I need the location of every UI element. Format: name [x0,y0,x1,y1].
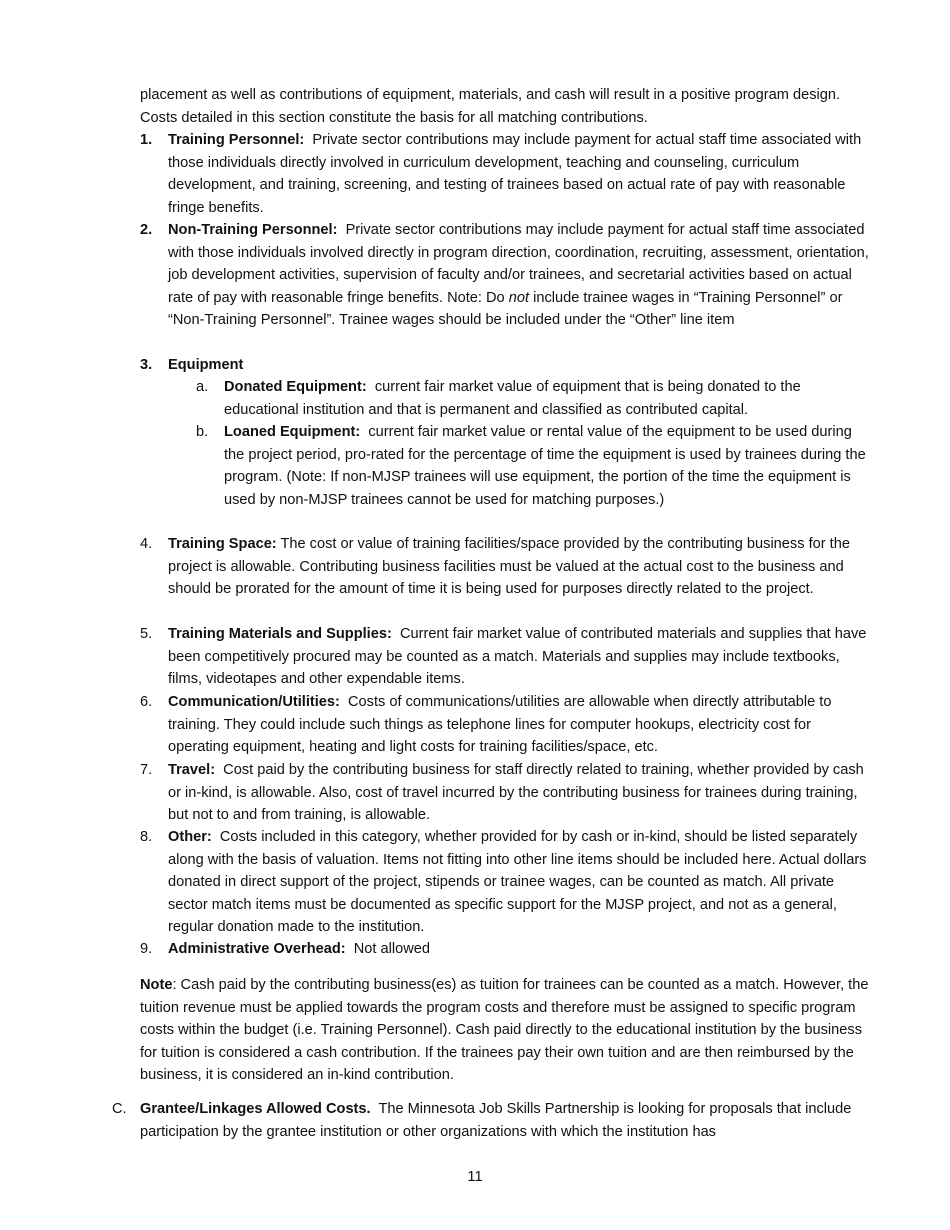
note-text: : Cash paid by the contributing business(es) as tuition for trainees can be counted as a match. However, the tuition revenue must be applied towards the program costs and therefore must be assigned to specific program costs within the budget (i.e. Training Personnel). Cash paid directly to the educational institution by the business for tuition is considered a cash contribution. If the trainees pay their own tuition and are then reimbursed by the business, it is considered an in-kind contribution. [140,977,869,1083]
list-item-training-personnel [140,129,870,219]
page-number: 11 [467,1169,483,1185]
note-label: Note [140,977,173,993]
item-text: Cost paid by the contributing business for staff directly related to training, whether provided by cash or in-kind, is allowable. Also, cost of travel incurred by the contributing business for trainees during training, but not to and from training, is allowable. [168,762,864,823]
subitem-letter: b. [196,424,209,440]
item-text: Not allowed [353,941,430,957]
item-number: 4. [140,536,153,552]
item-text: The cost or value of training facilities/space provided by the contributing business for the project is allowable. Contributing business facilities must be valued at the actual cost to the business and should be prorated for the amount of time it is being used for purposes directly related to the project. [168,536,850,597]
subitem-title: Loaned Equipment: [224,424,361,440]
item-number: 2. [140,222,153,238]
item-title: Communication/Utilities: [168,694,340,710]
section-text: The Minnesota Job Skills Partnership is looking for proposals that include participation by the grantee institution or other organizations with which the institution has [140,1101,852,1140]
item-number: 3. [140,357,153,373]
list-item-other [140,826,870,939]
item-text: Private sector contributions may include payment for actual staff time associated with those individuals involved directly in program direction, coordination, recruiting, assessment, orientation, job development activities, supervision of faculty and/or trainees, and secretarial activities based on actual rate of pay with reasonable fringe benefits. Note: Do [168,222,869,306]
list-item-non-training-personnel [140,219,870,332]
item-number: 5. [140,626,153,642]
item-title: Training Space: [168,536,277,552]
item-text: Private sector contributions may include payment for actual staff time associated with those individuals directly involved in curriculum development, teaching and counseling, curriculum development, and training, screening, and testing of trainees based on actual rate of pay with reasonable fringe benefits. [168,132,862,216]
item-text-continued: include trainee wages in “Training Personnel” or “Non-Training Personnel”. Trainee wages should be included under the “Other” line item [168,289,843,328]
section-letter: C. [112,1101,127,1117]
sublist-item-donated-equipment [196,376,870,421]
subitem-text: current fair market value or rental value of the equipment to be used during the project period, pro-rated for the percentage of time the equipment is used by trainees during the program. (Note: If non-MJSP trainees will use equipment, the portion of the time the equipment is used by non-MJSP trainees cannot be used for matching purposes.) [224,424,866,508]
item-number: 6. [140,694,153,710]
subitem-title: Donated Equipment: [224,379,367,395]
item-text-emphasis: not [508,289,530,306]
item-text: Costs included in this category, whether provided for by cash or in-kind, should be listed separately along with the basis of valuation. Items not fitting into other line items should be included here. Actual dollars donated in direct support of the project, stipends or trainee wages, can be counted as match. All private sector match items must be documented as specific support for the MJSP project, and not as a general, regular donation made to the institution. [168,829,867,935]
subitem-letter: a. [196,379,209,395]
note-paragraph [140,974,870,1087]
subitem-text: current fair market value of equipment that is being donated to the educational institution and that is permanent and classified as contributed capital. [224,379,801,418]
item-title: Equipment [168,357,244,373]
item-number: 1. [140,132,153,148]
list-item-travel [140,759,870,827]
item-title: Non-Training Personnel: [168,222,338,238]
item-number: 7. [140,762,153,778]
item-text: Current fair market value of contributed materials and supplies that have been competitively procured may be counted as a match. Materials and supplies may include textbooks, films, videotapes and other expendable items. [168,626,867,687]
intro-paragraph: placement as well as contributions of equipment, materials, and cash will result in a positive program design. Costs detailed in this section constitute the basis for all matching contributions. [140,87,841,126]
item-text: Costs of communications/utilities are allowable when directly attributable to training. They could include such things as telephone lines for computer hookups, electricity cost for operating equipment, heating and light costs for training facilities/space, etc. [168,694,832,755]
section-title: Grantee/Linkages Allowed Costs. [140,1101,371,1117]
list-item-administrative-overhead [140,938,870,961]
list-item-training-materials [140,623,870,691]
item-number: 9. [140,941,153,957]
item-title: Training Materials and Supplies: [168,626,392,642]
sublist-item-loaned-equipment [196,421,870,511]
section-c [112,1098,870,1143]
item-title: Travel: [168,762,216,778]
item-title: Training Personnel: [168,132,305,148]
list-item-communication-utilities [140,691,870,759]
list-item-training-space [140,533,870,601]
item-title: Administrative Overhead: [168,941,346,957]
item-number: 8. [140,829,153,845]
item-title: Other: [168,829,212,845]
list-item-equipment [140,354,870,377]
